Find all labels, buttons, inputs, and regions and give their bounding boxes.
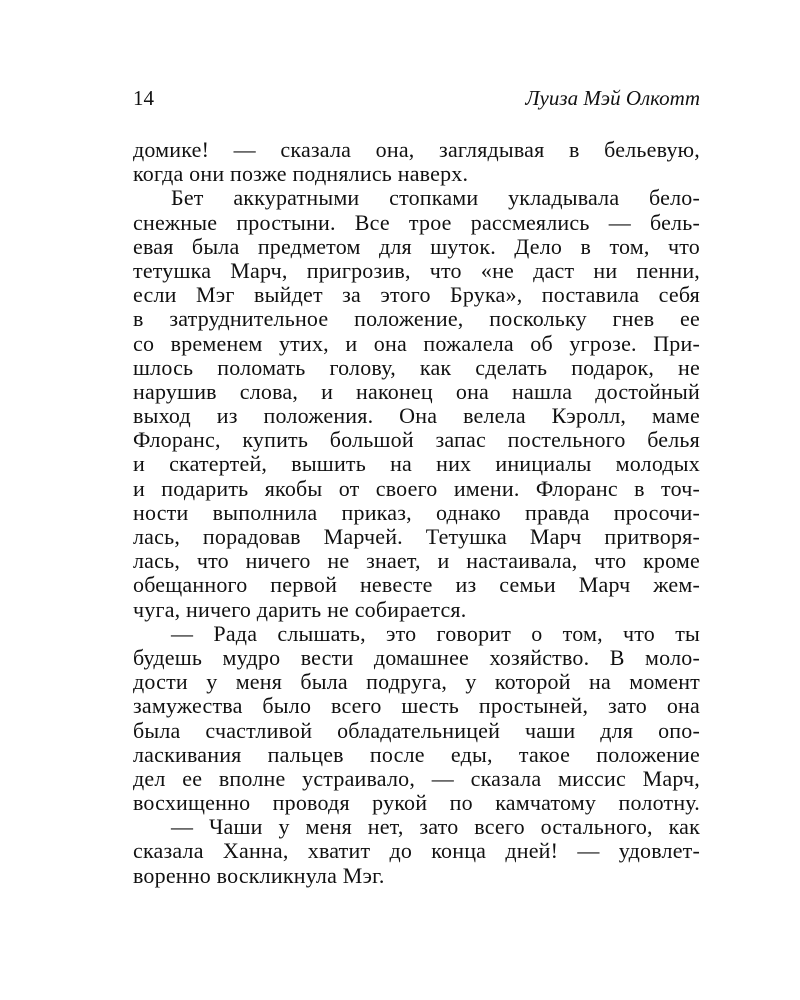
paragraph-first-line: — Чаши у меня нет, зато всего остального, как (171, 814, 700, 840)
text-line: чуга, ничего дарить не собирается. (133, 596, 467, 622)
text-line: тетушка Марч, пригрозив, что «не даст ни пенни, (133, 257, 700, 283)
text-line: снежные простыни. Все трое рассмеялись — бель- (133, 209, 700, 235)
text-line: обещанного первой невесте из семьи Марч жем- (133, 572, 700, 598)
text-line: дел ее вполне устраивало, — сказала миссис Марч, (133, 765, 700, 791)
text-line: ности выполнила приказ, однако правда просочи- (133, 499, 700, 525)
text-line: ласкивания пальцев после еды, такое положение (133, 741, 700, 767)
text-line: лась, что ничего не знает, и настаивала, что кроме (133, 548, 700, 574)
text-line: евая была предметом для шуток. Дело в том, что (133, 233, 700, 259)
text-line: шлось поломать голову, как сделать подарок, не (133, 354, 700, 380)
text-line: замужества было всего шесть простыней, зато она (133, 693, 700, 719)
text-line: будешь мудро вести домашнее хозяйство. В моло- (133, 644, 700, 670)
text-line: лась, порадовав Марчей. Тетушка Марч притворя- (133, 524, 700, 549)
text-line: дости у меня была подруга, у которой на момент (133, 669, 700, 695)
page-number: 14 (133, 86, 154, 110)
text-line: если Мэг выйдет за этого Брука», поставила себя (133, 282, 700, 308)
text-line: воренно воскликнула Мэг. (133, 862, 385, 888)
text-line: и скатертей, вышить на них инициалы молодых (133, 451, 700, 477)
text-line: выход из положения. Она велела Кэролл, маме (133, 403, 700, 429)
text-line: сказала Ханна, хватит до конца дней! — удовлет- (133, 838, 700, 864)
running-title: Луиза Мэй Олкотт (525, 86, 700, 110)
text-line: восхищенно проводя рукой по камчатому полотну. (133, 790, 700, 816)
text-line: домике! — сказала она, заглядывая в бельевую, (133, 137, 700, 162)
text-line: и подарить якобы от своего имени. Флоранс в точ- (133, 475, 700, 501)
body-text (133, 138, 700, 888)
text-line: со временем утих, и она пожалела об угрозе. При- (133, 330, 700, 356)
text-line: Флоранс, купить большой запас постельного белья (133, 427, 700, 453)
text-line: в затруднительное положение, поскольку гнев ее (133, 306, 700, 332)
paragraph-first-line: — Рада слышать, это говорит о том, что ты (171, 620, 700, 646)
text-line: когда они позже поднялись наверх. (133, 161, 469, 187)
paragraph-first-line: Бет аккуратными стопками укладывала бело- (171, 185, 700, 211)
text-line: нарушив слова, и наконец она нашла достойный (133, 378, 700, 404)
page-header (133, 86, 700, 116)
text-line: была счастливой обладательницей чаши для опо- (133, 717, 700, 743)
